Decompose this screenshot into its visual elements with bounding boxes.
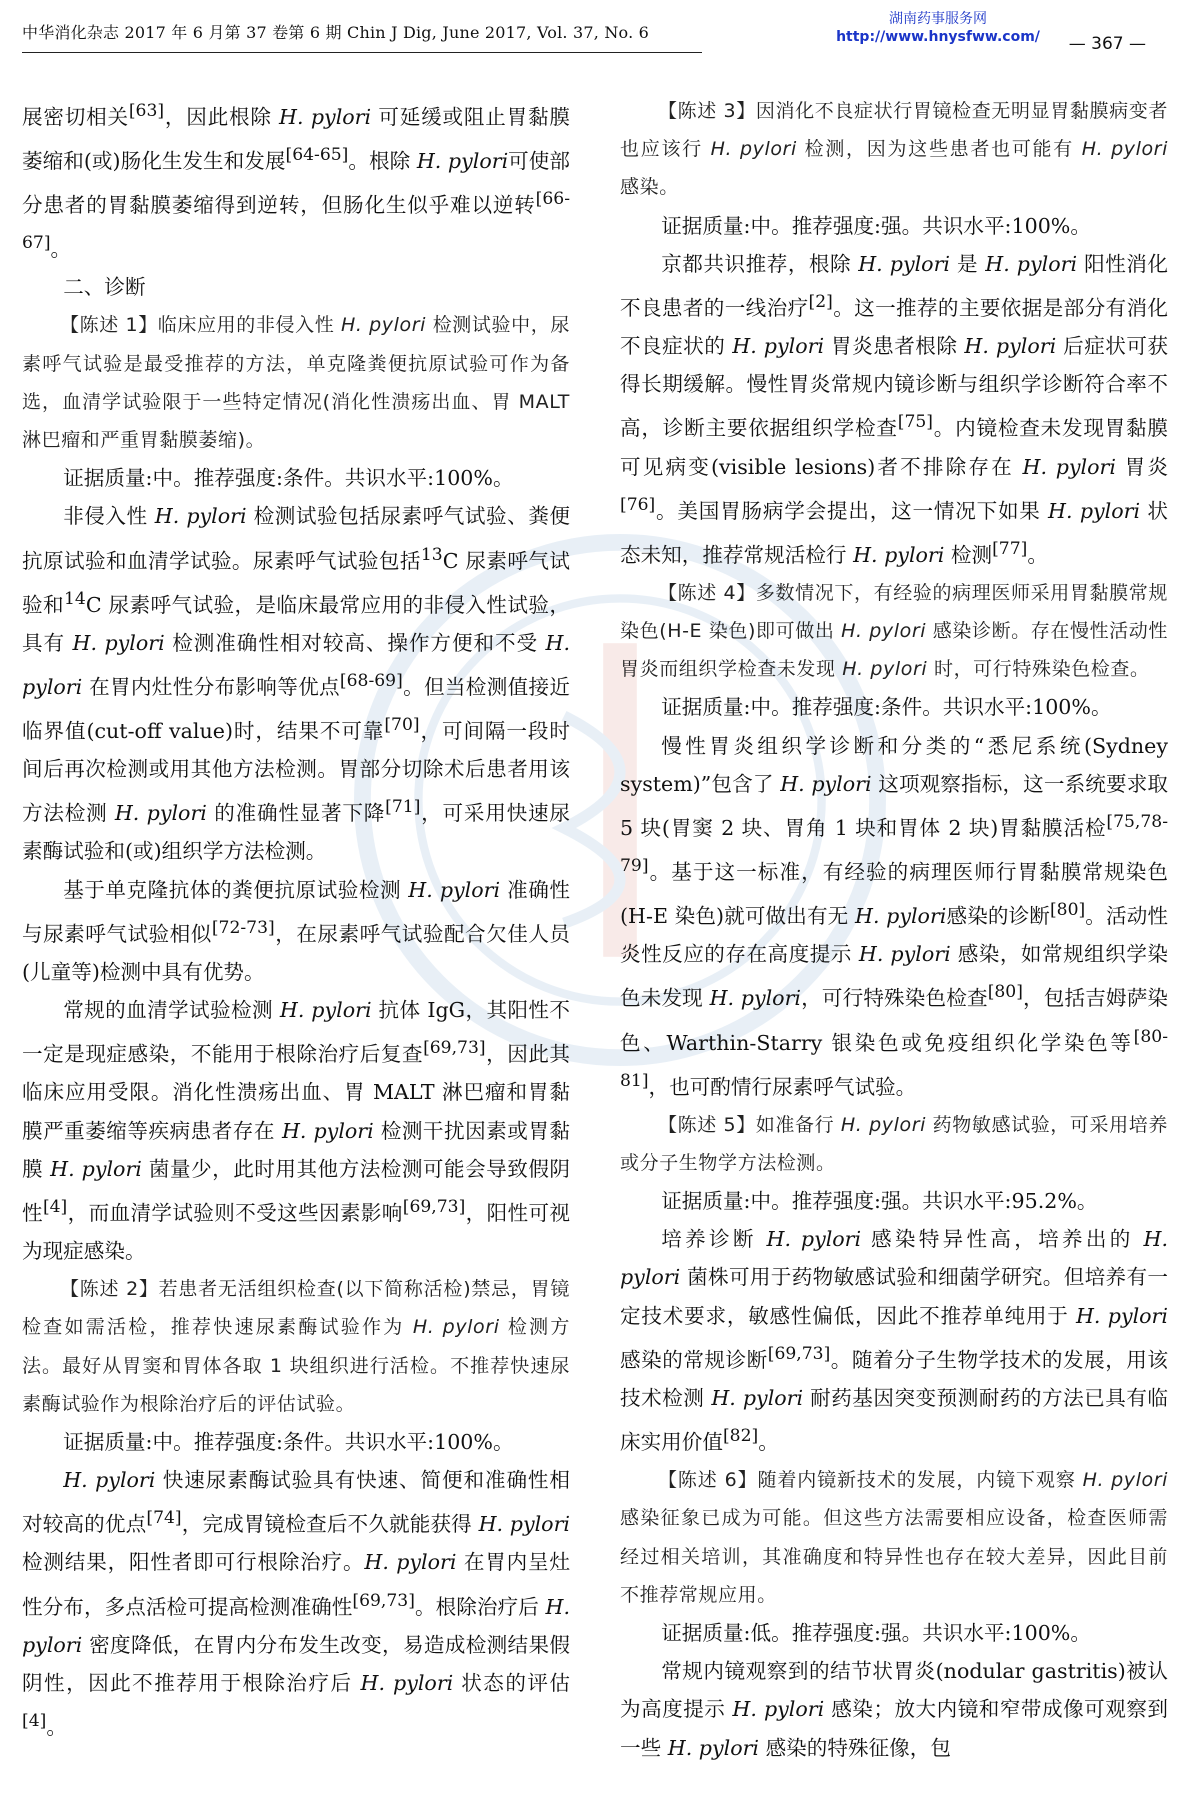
statement-2: 【陈述 2】若患者无活组织检查(以下简称活检)禁忌，胃镜检查如需活检，推荐快速尿素酶试验作为 H. pylori 检测方法。最好从胃窦和胃体各取 1 块组织进行活检。不推荐快速尿素酶试验作为根除治疗后的评估试验。: [22, 1278, 570, 1415]
site-url[interactable]: http://www.hnysfww.com/: [836, 29, 1040, 45]
evidence-line: 证据质量:中。推荐强度:强。共识水平:100%。: [661, 213, 1091, 238]
evidence-line: 证据质量:中。推荐强度:强。共识水平:95.2%。: [661, 1189, 1098, 1214]
page-number: — 367 —: [1068, 34, 1146, 54]
evidence-line: 证据质量:低。推荐强度:强。共识水平:100%。: [661, 1621, 1091, 1646]
right-column: [620, 92, 1168, 1767]
statement-1: 【陈述 1】临床应用的非侵入性 H. pylori 检测试验中，尿素呼气试验是最受推荐的方法，单克隆粪便抗原试验可作为备选，血清学试验限于一些特定情况(消化性溃疡出血、胃 MALT 淋巴瘤和严重胃黏膜萎缩)。: [22, 314, 570, 452]
site-name: 湖南药事服务网: [889, 11, 987, 27]
statement-6: 【陈述 6】随着内镜新技术的发展，内镜下观察 H. pylori 感染征象已成为可能。但这些方法需要相应设备，检查医师需经过相关培训，其准确度和特异性也存在较大差异，因此目前不推荐常规应用。: [620, 1469, 1168, 1606]
section-heading: 二、诊断: [63, 275, 146, 300]
paragraph: 基于单克隆抗体的粪便抗原试验检测 H. pylori 准确性与尿素呼气试验相似[72-73]，在尿素呼气试验配合欠佳人员(儿童等)检测中具有优势。: [22, 877, 571, 984]
paragraph: 非侵入性 H. pylori 检测试验包括尿素呼气试验、粪便抗原试验和血清学试验。尿素呼气试验包括$^{13}$C 尿素呼气试验和$^{14}$C 尿素呼气试验，是临床最常应用的非侵入性试验，具有 H. pylori 检测准确性相对较高、操作方便和不受 H. pylori 在胃内灶性分布影响等优点[68-69]。但当检测值接近临界值(cut-off value)时，结果不可靠[70]，可间隔一段时间后再次检测或用其他方法检测。胃部分切除术后患者用该方法检测 H. pylori 的准确性显著下降[71]，可采用快速尿素酶试验和(或)组织学方法检测。: [22, 504, 571, 864]
evidence-line: 证据质量:中。推荐强度:条件。共识水平:100%。: [63, 1430, 514, 1455]
paragraph: 慢性胃炎组织学诊断和分类的“悉尼系统(Sydney system)”包含了 H. pylori 这项观察指标，这一系统要求取 5 块(胃窦 2 块、胃角 1 块和胃体 2 块)胃黏膜活检[75,78-79]。基于这一标准，有经验的病理医师行胃黏膜常规染色(H-E 染色)就可做出有无 H. pylori感染的诊断[80]。活动性炎性反应的存在高度提示 H. pylori 感染，如常规组织学染色未发现 H. pylori，可行特殊染色检查[80]，包括吉姆萨染色、Warthin-Starry 银染色或免疫组织化学染色等[80-81]，也可酌情行尿素呼气试验。: [620, 733, 1169, 1099]
evidence-line: 证据质量:中。推荐强度:条件。共识水平:100%。: [63, 466, 514, 491]
statement-3: 【陈述 3】因消化不良症状行胃镜检查无明显胃黏膜病变者也应该行 H. pylori 检测，因为这些患者也可能有 H. pylori 感染。: [620, 100, 1168, 199]
paragraph: H. pylori 快速尿素酶试验具有快速、简便和准确性相对较高的优点[74]，完成胃镜检查后不久就能获得 H. pylori 检测结果，阳性者即可行根除治疗。H. pylori 在胃内呈灶性分布，多点活检可提高检测准确性[69,73]。根除治疗后 H. pylori 密度降低，在胃内分布发生改变，易造成检测结果假阴性，因此不推荐用于根除治疗后 H. pylori 状态的评估[4]。: [22, 1468, 571, 1740]
statement-4: 【陈述 4】多数情况下，有经验的病理医师采用胃黏膜常规染色(H-E 染色)即可做出 H. pylori 感染诊断。存在慢性活动性胃炎而组织学检查未发现 H. pylori 时，可行特殊染色检查。: [620, 581, 1168, 681]
paragraph: 展密切相关[63]，因此根除 H. pylori 可延缓或阻止胃黏膜萎缩和(或)肠化生发生和发展[64-65]。根除 H. pylori可使部分患者的胃黏膜萎缩得到逆转，但肠化生似乎难以逆转[66-67]。: [22, 101, 571, 262]
journal-header: 中华消化杂志 2017 年 6 月第 37 卷第 6 期 Chin J Dig, June 2017, Vol. 37, No. 6: [22, 23, 650, 42]
header-rule: [22, 52, 702, 53]
paragraph: 京都共识推荐，根除 H. pylori 是 H. pylori 阳性消化不良患者的一线治疗[2]。这一推荐的主要依据是部分有消化不良症状的 H. pylori 胃炎患者根除 H. pylori 后症状可获得长期缓解。慢性胃炎常规内镜诊断与组织学诊断符合率不高，诊断主要依据组织学检查[75]。内镜检查未发现胃黏膜可见病变(visible lesions)者不排除存在 H. pylori 胃炎[76]。美国胃肠病学会提出，这一情况下如果 H. pylori 状态未知，推荐常规活检行 H. pylori 检测[77]。: [620, 251, 1169, 567]
paragraph: 培养诊断 H. pylori 感染特异性高，培养出的 H. pylori 菌株可用于药物敏感试验和细菌学研究。但培养有一定技术要求，敏感性偏低，因此不推荐单纯用于 H. pylori 感染的常规诊断[69,73]。随着分子生物学技术的发展，用该技术检测 H. pylori 耐药基因突变预测耐药的方法已具有临床实用价值[82]。: [620, 1227, 1169, 1455]
paragraph: 常规内镜观察到的结节状胃炎(nodular gastritis)被认为高度提示 H. pylori 感染；放大内镜和窄带成像可观察到一些 H. pylori 感染的特殊征像，包: [620, 1659, 1168, 1760]
left-column: [22, 92, 570, 1746]
statement-5: 【陈述 5】如准备行 H. pylori 药物敏感试验，可采用培养或分子生物学方法检测。: [620, 1113, 1168, 1174]
site-watermark: [818, 10, 1058, 46]
evidence-line: 证据质量:中。推荐强度:条件。共识水平:100%。: [661, 695, 1112, 720]
paragraph: 常规的血清学试验检测 H. pylori 抗体 IgG，其阳性不一定是现症感染，不能用于根除治疗后复查[69,73]，因此其临床应用受限。消化性溃疡出血、胃 MALT 淋巴瘤和胃黏膜严重萎缩等疾病患者存在 H. pylori 检测干扰因素或胃黏膜 H. pylori 菌量少，此时用其他方法检测可能会导致假阴性[4]，而血清学试验则不受这些因素影响[69,73]，阳性可视为现症感染。: [22, 998, 571, 1263]
